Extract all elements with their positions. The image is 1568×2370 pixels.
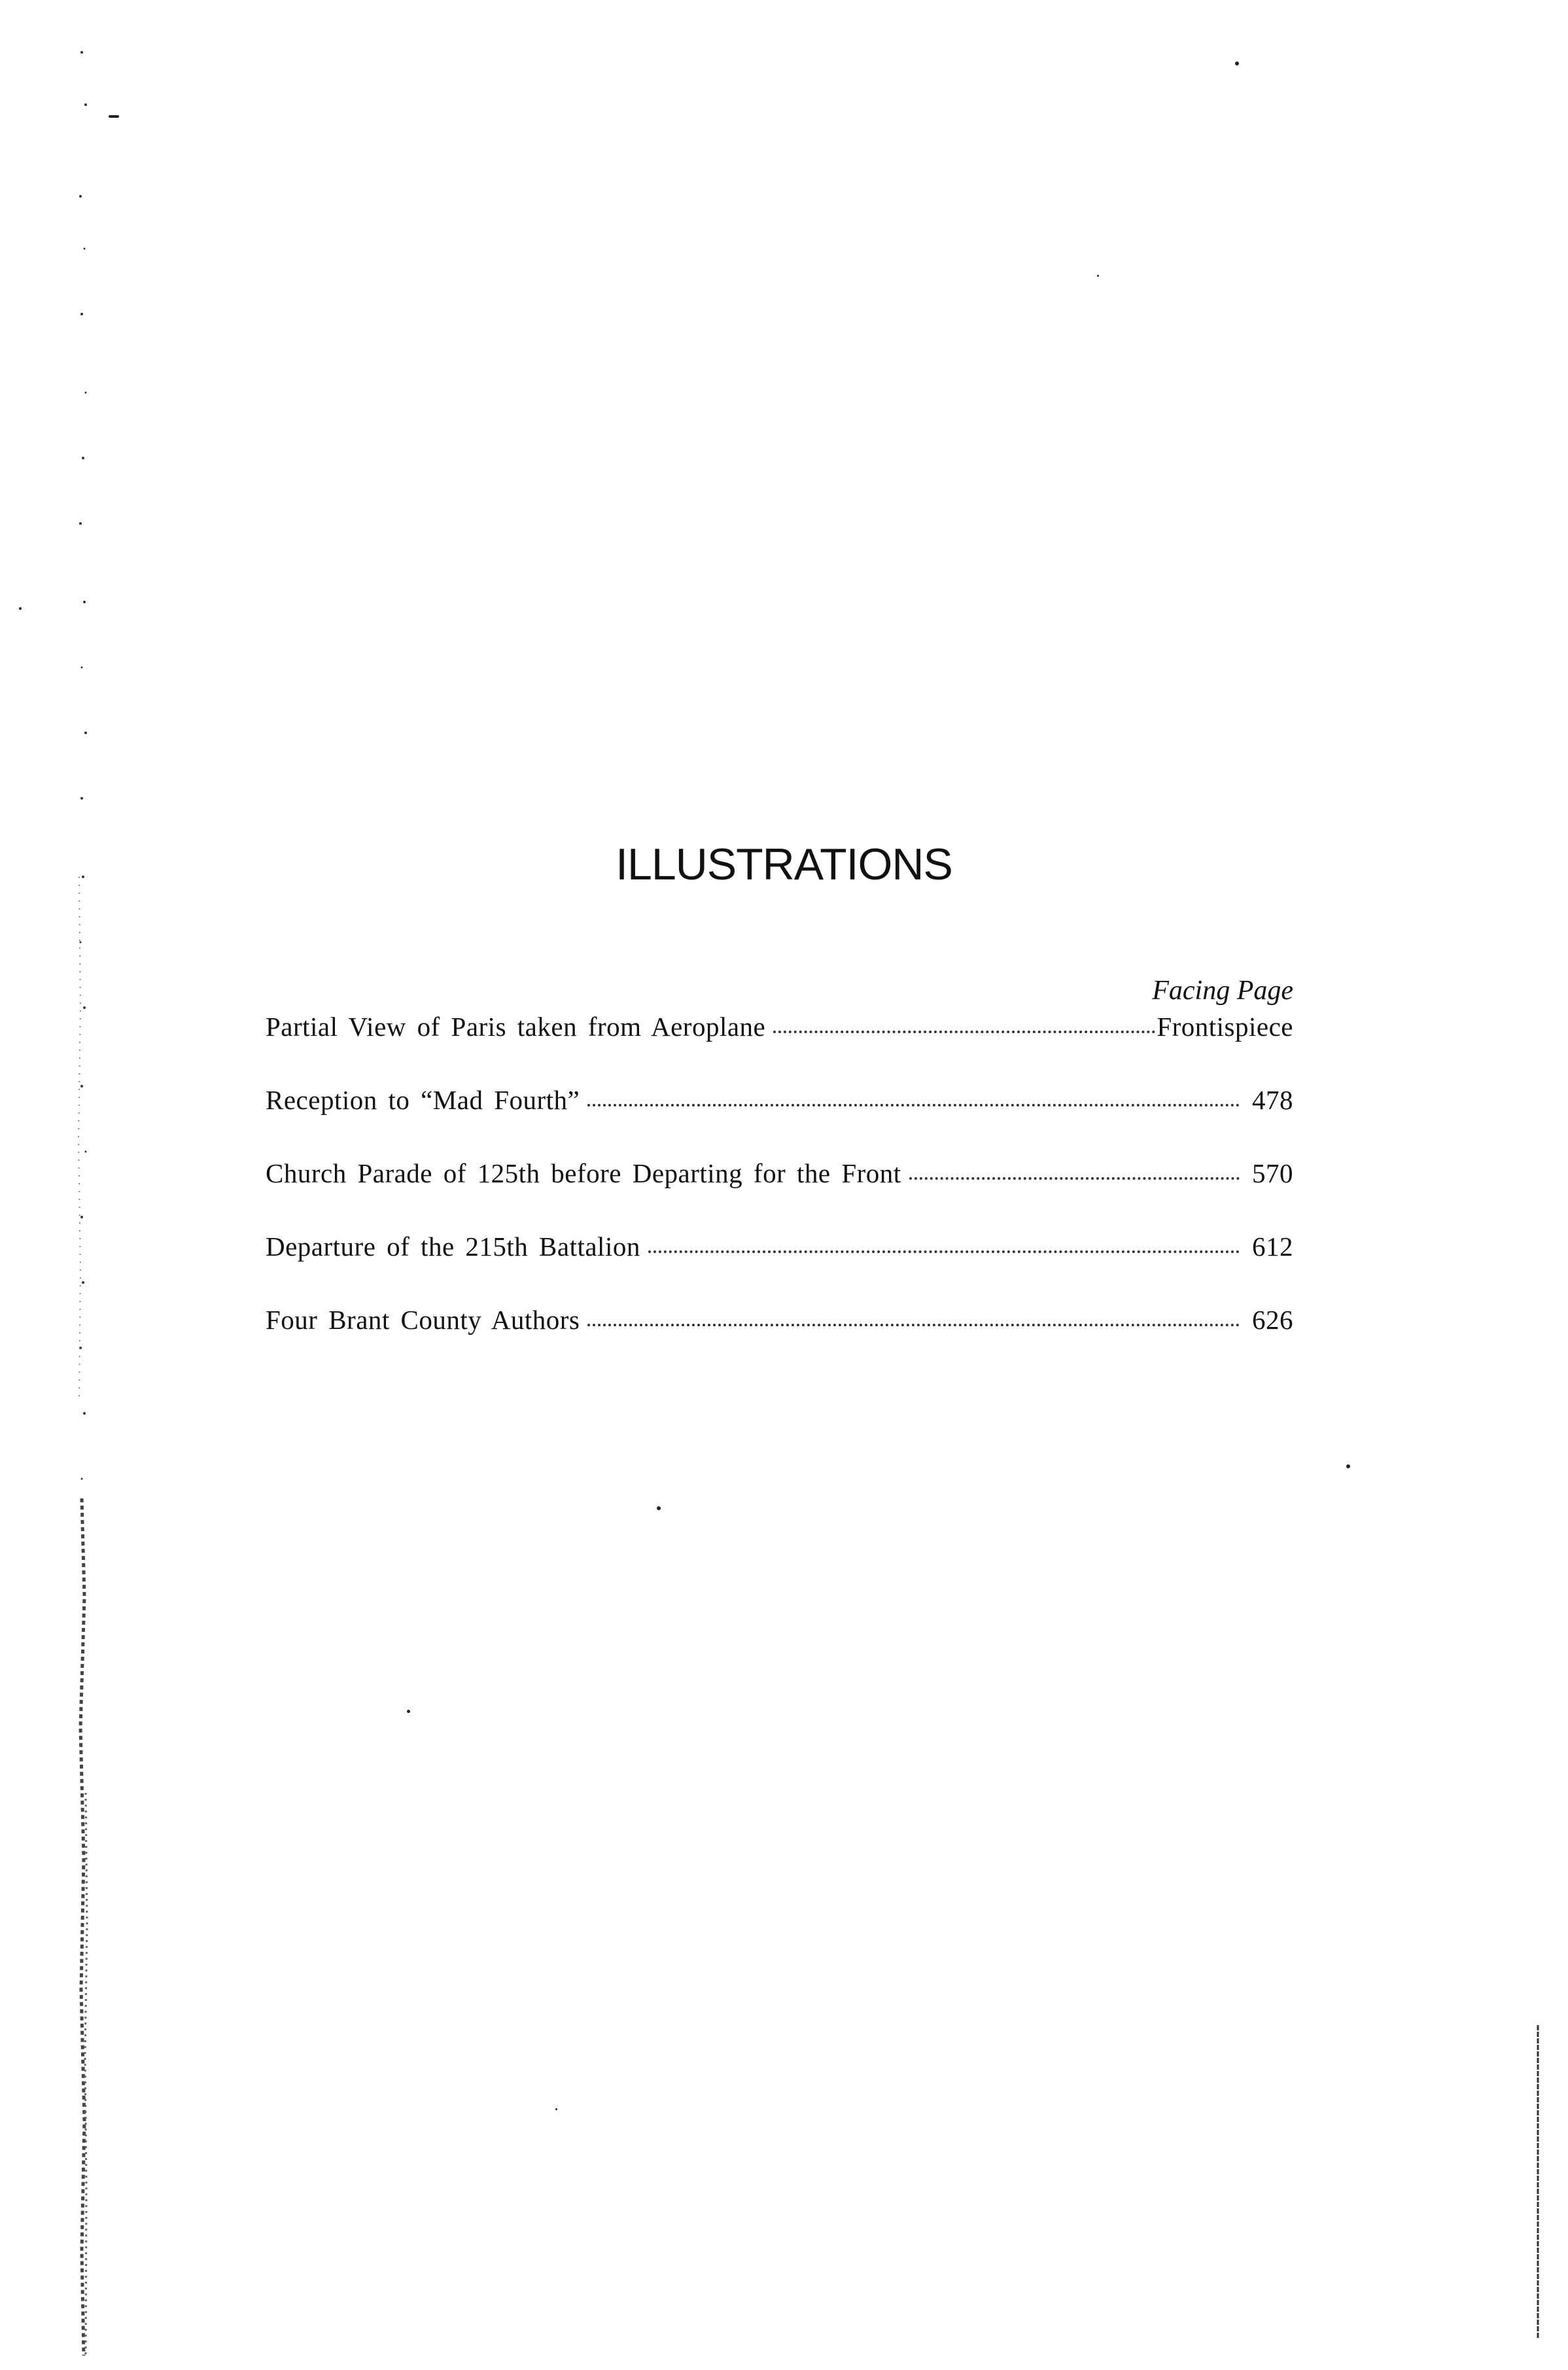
illustration-page: Frontispiece bbox=[1157, 1012, 1293, 1042]
illustration-title: Church Parade of 125th before Departing for the Front bbox=[266, 1158, 901, 1188]
dot-leader bbox=[909, 1177, 1240, 1180]
scan-speck bbox=[1097, 275, 1099, 277]
list-item bbox=[266, 1084, 1293, 1158]
scan-speck bbox=[19, 607, 22, 610]
dot-leader bbox=[648, 1250, 1240, 1253]
illustration-title: Departure of the 215th Battalion bbox=[266, 1231, 640, 1262]
illustration-title: Reception to “Mad Fourth” bbox=[266, 1085, 580, 1115]
illustration-title: Four Brant County Authors bbox=[266, 1305, 580, 1335]
page-title: ILLUSTRATIONS bbox=[616, 840, 952, 889]
margin-rule bbox=[1536, 2025, 1540, 2339]
scan-speck bbox=[109, 115, 119, 118]
scan-speck bbox=[407, 1710, 410, 1713]
facing-page-column-label: Facing Page bbox=[1152, 976, 1293, 1006]
dot-leader bbox=[587, 1324, 1240, 1326]
dot-leader bbox=[773, 1031, 1155, 1033]
list-item bbox=[266, 1231, 1293, 1304]
list-item bbox=[266, 1304, 1293, 1377]
scan-speck bbox=[657, 1506, 661, 1510]
scan-speck bbox=[1346, 1464, 1350, 1468]
illustration-page: 478 bbox=[1252, 1085, 1293, 1115]
scan-speck bbox=[1235, 62, 1239, 65]
scan-speck bbox=[555, 2108, 557, 2110]
illustration-title: Partial View of Paris taken from Aeroplane bbox=[266, 1012, 766, 1042]
illustration-page: 626 bbox=[1252, 1305, 1293, 1335]
dot-leader bbox=[587, 1104, 1240, 1106]
binding-edge-shadow bbox=[62, 26, 101, 2356]
illustrations-list bbox=[266, 1011, 1293, 1377]
illustration-page: 612 bbox=[1252, 1231, 1293, 1262]
list-item bbox=[266, 1011, 1293, 1084]
list-item bbox=[266, 1158, 1293, 1231]
illustration-page: 570 bbox=[1252, 1158, 1293, 1188]
